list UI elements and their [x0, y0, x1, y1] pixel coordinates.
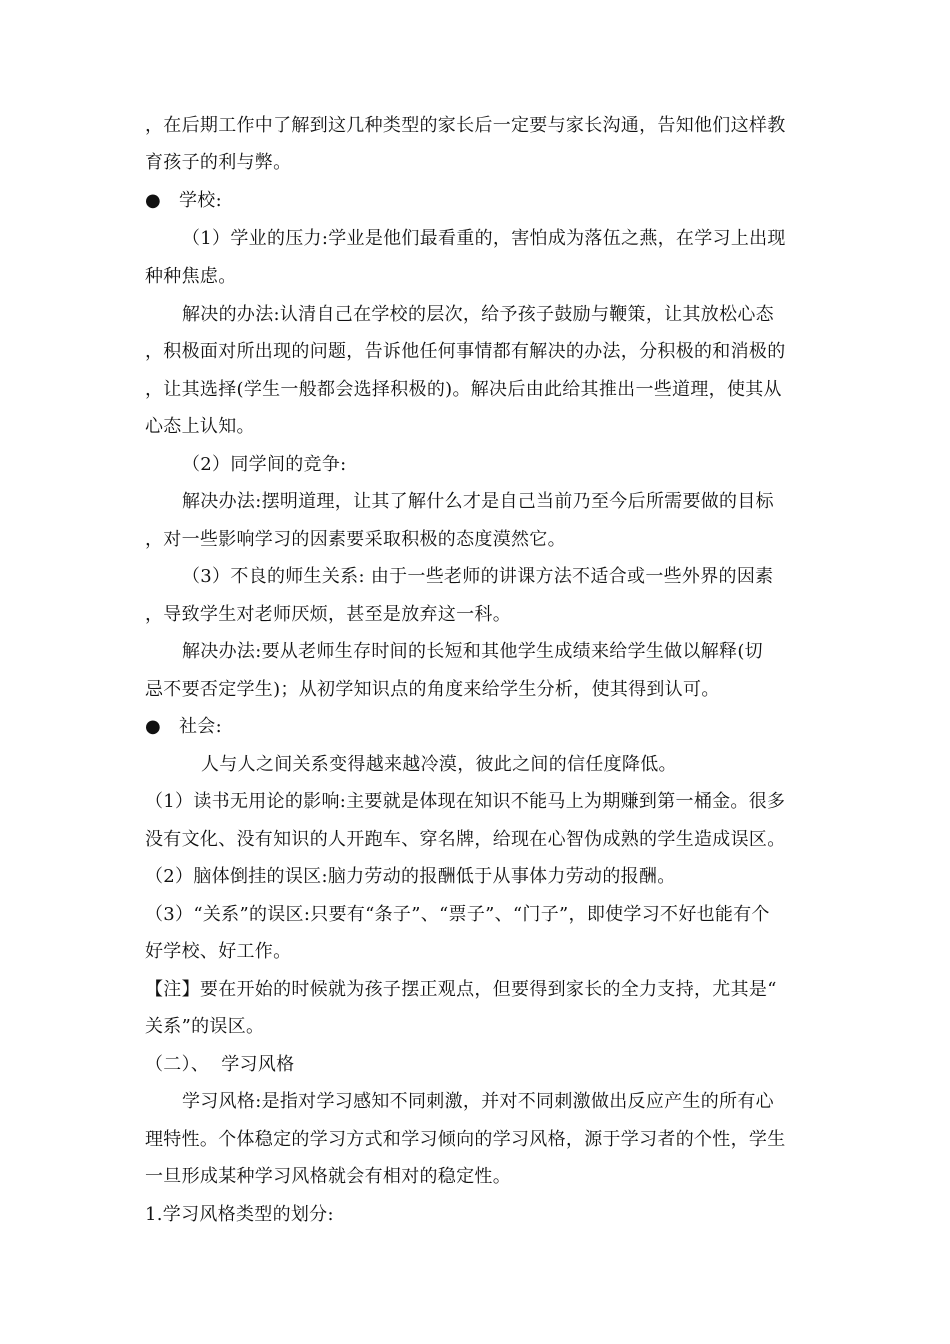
- text-line-7: ，积极面对所出现的问题，告诉他任何事情都有解决的办法，分积极的和消极的: [145, 341, 786, 362]
- text-line-12: ，对一些影响学习的因素要采取积极的态度漠然它。: [145, 529, 566, 550]
- bullet-heading-society: [145, 714, 222, 740]
- text-line-1: ，在后期工作中了解到这几种类型的家长后一定要与家长沟通，告知他们这样教: [145, 115, 786, 136]
- text-line-9: 心态上认知。: [145, 416, 255, 437]
- text-line-13: （3）不良的师生关系: 由于一些老师的讲课方法不适合或一些外界的因素: [182, 566, 774, 587]
- text-line-6: 解决的办法:认清自己在学校的层次，给予孩子鼓励与鞭策，让其放松心态: [182, 304, 774, 325]
- text-line-18: 人与人之间关系变得越来越冷漠，彼此之间的信任度降低。: [201, 754, 677, 775]
- text-line-20: 没有文化、没有知识的人开跑车、穿名牌，给现在心智伪成熟的学生造成误区。: [145, 829, 786, 850]
- note-line-1: 【注】要在开始的时候就为孩子摆正观点，但要得到家长的全力支持，尤其是“: [145, 979, 777, 1000]
- heading-society: 社会:: [179, 716, 222, 737]
- text-line-21: （2）脑体倒挂的误区:脑力劳动的报酬低于从事体力劳动的报酬。: [145, 866, 676, 887]
- heading-school: 学校:: [179, 190, 222, 211]
- text-line-28: 理特性。个体稳定的学习方式和学习倾向的学习风格，源于学习者的个性，学生: [145, 1129, 786, 1150]
- text-line-4: （1）学业的压力:学业是他们最看重的，害怕成为落伍之燕，在学习上出现: [182, 228, 786, 249]
- note-line-2: 关系”的误区。: [145, 1016, 265, 1037]
- text-line-22: （3）“关系”的误区:只要有“条子”、“票子”、“门子”，即使学习不好也能有个: [145, 904, 770, 925]
- bullet-icon: ●: [145, 190, 162, 211]
- text-line-23: 好学校、好工作。: [145, 941, 292, 962]
- text-line-11: 解决办法:摆明道理，让其了解什么才是自己当前乃至今后所需要做的目标: [182, 491, 774, 512]
- text-line-5: 种种焦虑。: [145, 266, 237, 287]
- text-line-16: 忌不要否定学生)；从初学知识点的角度来给学生分析，使其得到认可。: [145, 679, 720, 700]
- text-line-8: ，让其选择(学生一般都会选择积极的)。解决后由此给其推出一些道理，使其从: [145, 379, 782, 400]
- text-line-10: （2）同学间的竞争:: [182, 454, 347, 475]
- text-line-19: （1）读书无用论的影响:主要就是体现在知识不能马上为期赚到第一桶金。很多: [145, 791, 786, 812]
- bullet-heading-school: [145, 188, 222, 214]
- text-line-15: 解决办法:要从老师生存时间的长短和其他学生成绩来给学生做以解释(切: [182, 641, 763, 662]
- text-line-14: ，导致学生对老师厌烦，甚至是放弃这一科。: [145, 604, 511, 625]
- text-line-2: 育孩子的利与弊。: [145, 152, 292, 173]
- text-line-27: 学习风格:是指对学习感知不同刺激，并对不同刺激做出反应产生的所有心: [182, 1091, 774, 1112]
- section-heading-learning-style: （二）、 学习风格: [145, 1054, 295, 1075]
- subheading-style-types: 1.学习风格类型的划分:: [145, 1204, 334, 1225]
- text-line-29: 一旦形成某种学习风格就会有相对的稳定性。: [145, 1166, 511, 1187]
- bullet-icon: ●: [145, 716, 162, 737]
